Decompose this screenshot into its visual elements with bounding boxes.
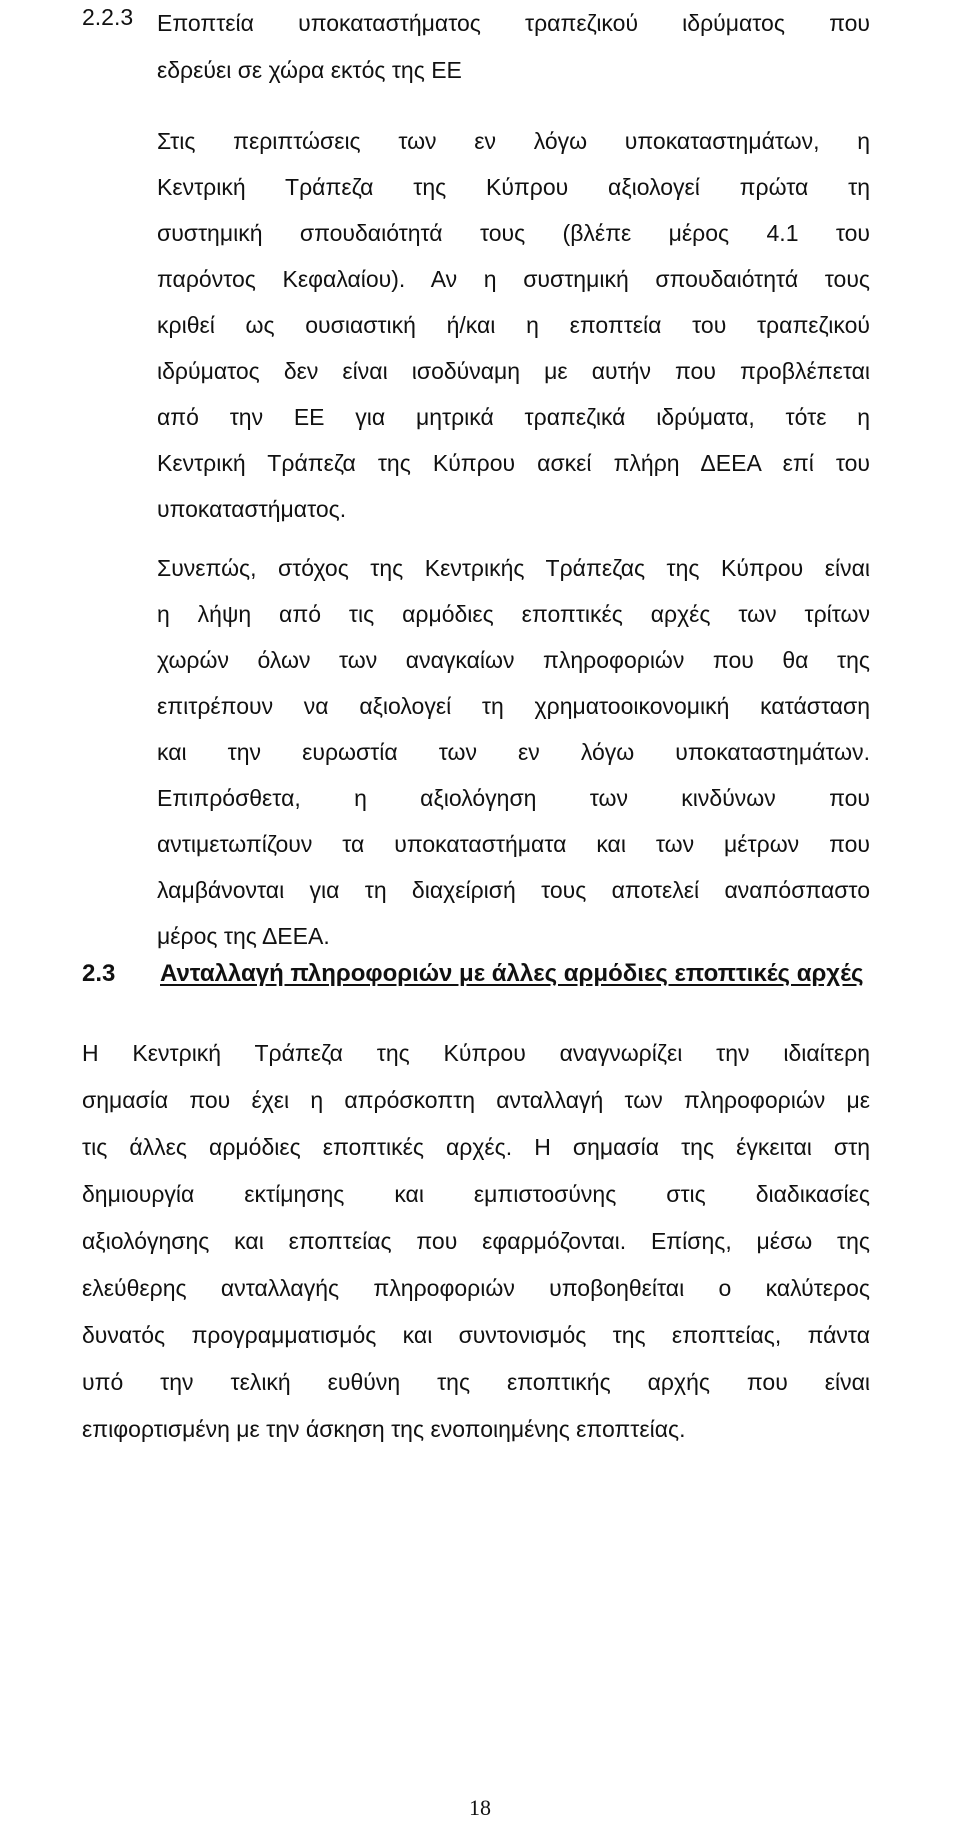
- paragraph-branch-objective: [157, 545, 870, 959]
- paragraph-line: κριθεί ως ουσιαστική ή/και η εποπτεία του τραπεζικού: [157, 312, 870, 338]
- paragraph-line: δυνατός προγραμματισμός και συντονισμός της εποπτείας, πάντα: [82, 1322, 870, 1348]
- section-number: 2.3: [82, 960, 116, 987]
- paragraph-line: επιφορτισμένη με την άσκηση της ενοποιημένης εποπτείας.: [82, 1416, 686, 1442]
- subsection-number: 2.2.3: [82, 4, 134, 30]
- paragraph-line: ιδρύματος δεν είναι ισοδύναμη με αυτήν που προβλέπεται: [157, 358, 870, 384]
- paragraph-line: Συνεπώς, στόχος της Κεντρικής Τράπεζας της Κύπρου είναι: [157, 555, 870, 581]
- paragraph-line: επιτρέπουν να αξιολογεί τη χρηματοοικονομική κατάσταση: [157, 693, 870, 719]
- paragraph-line: Κεντρική Τράπεζα της Κύπρου αξιολογεί πρώτα τη: [157, 174, 870, 200]
- paragraph-line: υποκαταστήματος.: [157, 496, 347, 522]
- paragraph-line: χωρών όλων των αναγκαίων πληροφοριών που θα της: [157, 647, 870, 673]
- paragraph-line: Η Κεντρική Τράπεζα της Κύπρου αναγνωρίζει την ιδιαίτερη: [82, 1040, 870, 1066]
- paragraph-line: Στις περιπτώσεις των εν λόγω υποκαταστημάτων, η: [157, 128, 870, 154]
- paragraph-line: σημασία που έχει η απρόσκοπτη ανταλλαγή των πληροφοριών με: [82, 1087, 870, 1113]
- paragraph-line: Επιπρόσθετα, η αξιολόγηση των κινδύνων που: [157, 785, 870, 811]
- paragraph-line: αξιολόγησης και εποπτείας που εφαρμόζονται. Επίσης, μέσω της: [82, 1228, 870, 1254]
- paragraph-line: συστημική σπουδαιότητά τους (βλέπε μέρος 4.1 του: [157, 220, 870, 246]
- paragraph-line: Κεντρική Τράπεζα της Κύπρου ασκεί πλήρη ΔΕΕΑ επί του: [157, 450, 870, 476]
- subsection-title-line: Εποπτεία υποκαταστήματος τραπεζικού ιδρύματος που: [157, 10, 870, 36]
- paragraph-line: μέρος της ΔΕΕΑ.: [157, 923, 330, 949]
- paragraph-line: η λήψη από τις αρμόδιες εποπτικές αρχές των τρίτων: [157, 601, 870, 627]
- paragraph-line: λαμβάνονται για τη διαχείρισή τους αποτελεί αναπόσπαστο: [157, 877, 870, 903]
- paragraph-information-exchange: [82, 1030, 870, 1453]
- section-title: Ανταλλαγή πληροφοριών με άλλες αρμόδιες εποπτικές αρχές: [160, 960, 864, 987]
- section-heading: [82, 960, 863, 988]
- paragraph-line: αντιμετωπίζουν τα υποκαταστήματα και των μέτρων που: [157, 831, 870, 857]
- paragraph-line: από την ΕΕ για μητρικά τραπεζικά ιδρύματα, τότε η: [157, 404, 870, 430]
- paragraph-line: τις άλλες αρμόδιες εποπτικές αρχές. Η σημασία της έγκειται στη: [82, 1134, 870, 1160]
- subsection-title: [157, 0, 870, 94]
- paragraph-line: δημιουργία εκτίμησης και εμπιστοσύνης στις διαδικασίες: [82, 1181, 870, 1207]
- paragraph-line: ελεύθερης ανταλλαγής πληροφοριών υποβοηθείται ο καλύτερος: [82, 1275, 870, 1301]
- paragraph-branch-assessment: [157, 118, 870, 532]
- paragraph-line: υπό την τελική ευθύνη της εποπτικής αρχής που είναι: [82, 1369, 870, 1395]
- paragraph-line: παρόντος Κεφαλαίου). Αν η συστημική σπουδαιότητά τους: [157, 266, 870, 292]
- page-number: 18: [469, 1795, 491, 1820]
- paragraph-line: και την ευρωστία των εν λόγω υποκαταστημάτων.: [157, 739, 870, 765]
- subsection-title-line: εδρεύει σε χώρα εκτός της ΕΕ: [157, 57, 462, 83]
